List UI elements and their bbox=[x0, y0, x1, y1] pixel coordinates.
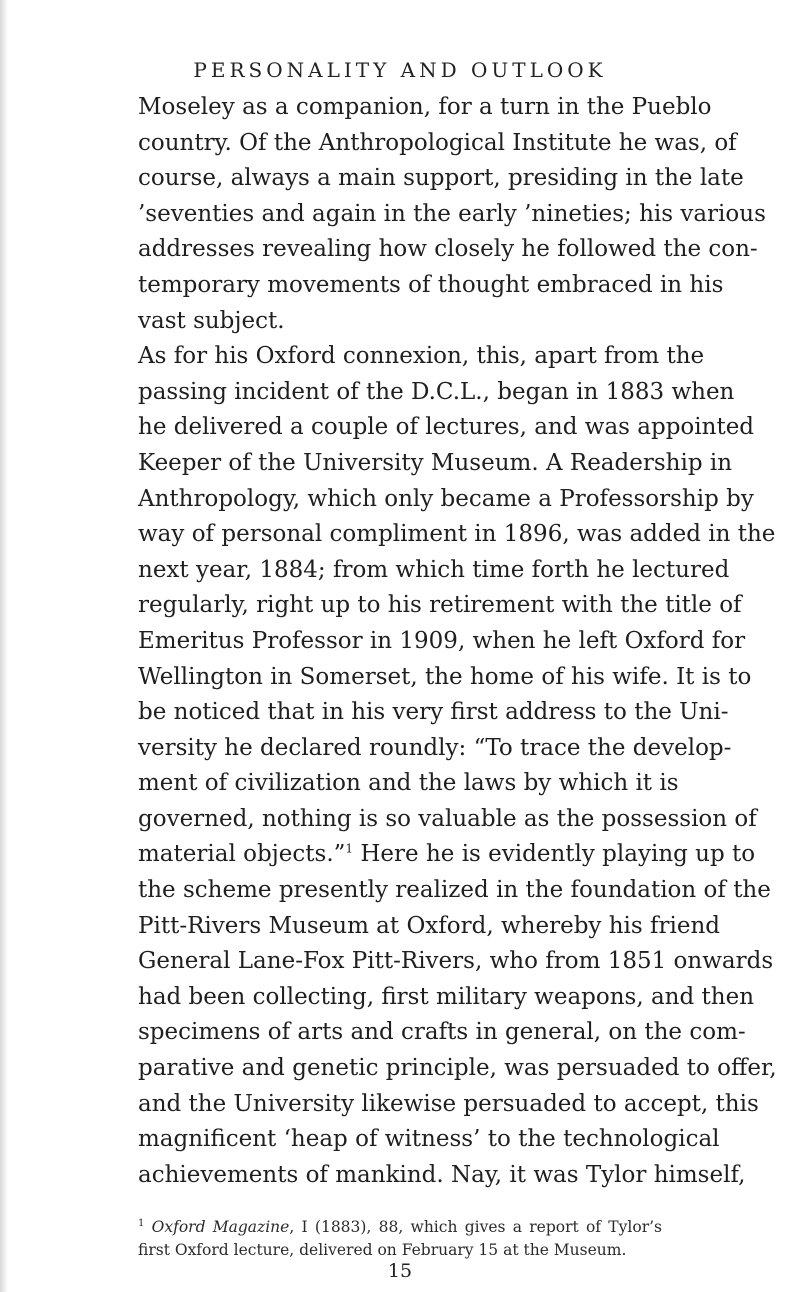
body-line: Pitt-Rivers Museum at Oxford, whereby his friend bbox=[138, 912, 721, 939]
body-line: As for his Oxford connexion, this, apart from the bbox=[138, 343, 705, 370]
page-edge-shadow bbox=[0, 0, 8, 1292]
footnote-marker: 1 bbox=[138, 1217, 145, 1229]
page-number: 15 bbox=[387, 1260, 413, 1282]
body-line: temporary movements of thought embraced in his bbox=[138, 271, 724, 298]
body-line-with-footnote-ref bbox=[138, 837, 756, 873]
footnote-line bbox=[138, 1216, 662, 1239]
body-line: country. Of the Anthropological Institute he was, of bbox=[138, 129, 737, 156]
body-line: way of personal compliment in 1896, was added in the bbox=[138, 521, 776, 548]
body-line: Wellington in Somerset, the home of his wife. It is to bbox=[138, 663, 752, 690]
body-line: and the University likewise persuaded to accept, this bbox=[138, 1090, 759, 1117]
body-line: the scheme presently realized in the foundation of the bbox=[138, 877, 771, 904]
body-text bbox=[138, 90, 777, 1193]
body-line: magnificent ‘heap of witness’ to the technological bbox=[138, 1126, 720, 1153]
body-line: Keeper of the University Museum. A Readership in bbox=[138, 449, 733, 476]
footnote-line: first Oxford lecture, delivered on February 15 at the Museum. bbox=[138, 1241, 627, 1259]
body-line-start: material objects.” bbox=[138, 841, 346, 868]
footnote bbox=[138, 1216, 662, 1262]
body-line: ment of civilization and the laws by which it is bbox=[138, 770, 679, 797]
body-line: parative and genetic principle, was persuaded to offer, bbox=[138, 1055, 777, 1082]
body-line-end: Here he is evidently playing up to bbox=[353, 841, 756, 868]
body-line: be noticed that in his very first address to the Uni- bbox=[138, 699, 729, 726]
body-line: Anthropology, which only became a Professorship by bbox=[138, 485, 754, 512]
body-line: Emeritus Professor in 1909, when he left Oxford for bbox=[138, 627, 746, 654]
footnote-title: Oxford Magazine bbox=[151, 1218, 290, 1236]
body-line: ’seventies and again in the early ’nineties; his various bbox=[138, 200, 766, 227]
body-line: achievements of mankind. Nay, it was Tylor himself, bbox=[138, 1161, 746, 1188]
body-line: next year, 1884; from which time forth he lectured bbox=[138, 556, 730, 583]
body-line: versity he declared roundly: “To trace the develop- bbox=[138, 734, 732, 761]
running-head: PERSONALITY AND OUTLOOK bbox=[193, 58, 607, 82]
body-line: course, always a main support, presiding in the late bbox=[138, 165, 744, 192]
body-line: governed, nothing is so valuable as the possession of bbox=[138, 805, 757, 832]
body-line: addresses revealing how closely he followed the con- bbox=[138, 236, 758, 263]
body-line: he delivered a couple of lectures, and was appointed bbox=[138, 414, 755, 441]
footnote-text: , I (1883), 88, which gives a report of Tylor’s bbox=[289, 1218, 662, 1236]
body-line: regularly, right up to his retirement with the title of bbox=[138, 592, 742, 619]
body-line: vast subject. bbox=[138, 307, 285, 334]
body-line: General Lane-Fox Pitt-Rivers, who from 1851 onwards bbox=[138, 948, 774, 975]
body-line: had been collecting, first military weapons, and then bbox=[138, 983, 755, 1010]
body-line: Moseley as a companion, for a turn in the Pueblo bbox=[138, 94, 712, 120]
body-line: passing incident of the D.C.L., began in 1883 when bbox=[138, 378, 735, 405]
footnote-reference: 1 bbox=[345, 841, 354, 856]
body-line: specimens of arts and crafts in general, on the com- bbox=[138, 1019, 746, 1046]
